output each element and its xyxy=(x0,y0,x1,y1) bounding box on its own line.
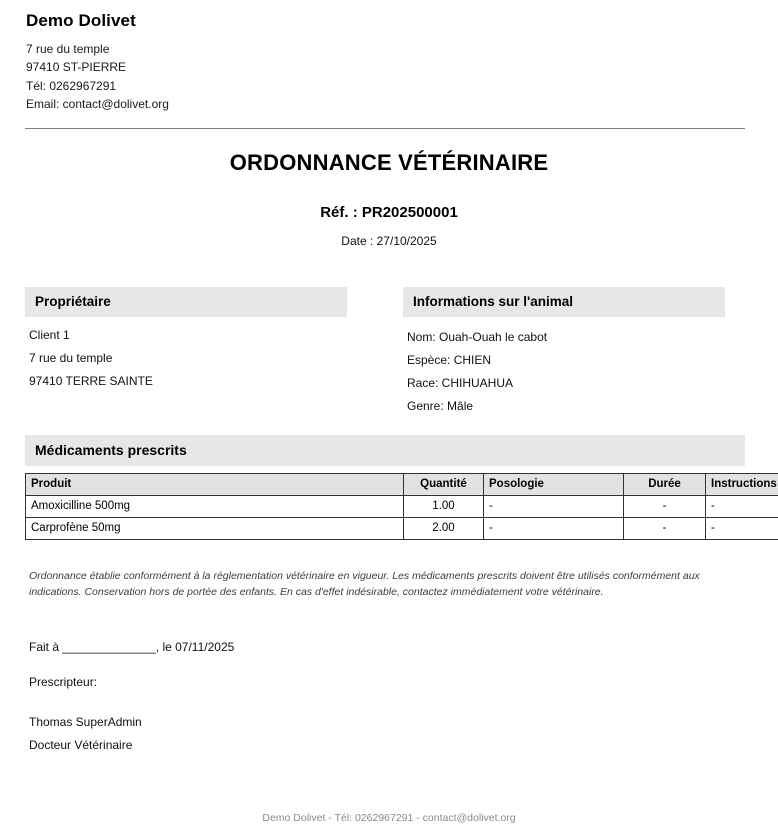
document-reference: Réf. : PR202500001 xyxy=(320,204,458,222)
owner-name: Client 1 xyxy=(29,328,70,342)
animal-panel-body xyxy=(407,326,725,418)
clinic-email: Email: contact@dolivet.org xyxy=(26,97,169,112)
clinic-name: Demo Dolivet xyxy=(26,11,136,30)
page-footer: Demo Dolivet - Tél: 0262967291 - contact@dolivet.org xyxy=(262,812,516,824)
animal-panel-heading: Informations sur l'animal xyxy=(403,287,725,317)
animal-breed: Race: CHIHUAHUA xyxy=(407,376,514,390)
animal-name: Nom: Ouah-Ouah le cabot xyxy=(407,330,548,344)
owner-address-line-2: 97410 TERRE SAINTE xyxy=(29,374,153,388)
clinic-phone: Tél: 0262967291 xyxy=(26,78,117,93)
prescriber-name: Thomas SuperAdmin xyxy=(29,715,142,729)
column-header-quantite: Quantité xyxy=(404,474,484,496)
signature-place-and-date: Fait à ______________, le 07/11/2025 xyxy=(29,640,235,654)
cell-duree: - xyxy=(624,518,706,540)
owner-address-line-1: 7 rue du temple xyxy=(29,351,113,365)
table-row xyxy=(26,496,778,518)
owner-panel-heading: Propriétaire xyxy=(25,287,347,317)
cell-instructions: - xyxy=(706,518,778,540)
document-date: Date : 27/10/2025 xyxy=(341,234,437,249)
cell-produit: Amoxicilline 500mg xyxy=(26,496,404,518)
column-header-duree: Durée xyxy=(624,474,706,496)
cell-quantite: 2.00 xyxy=(404,518,484,540)
cell-duree: - xyxy=(624,496,706,518)
medications-table xyxy=(25,473,778,540)
document-title: ORDONNANCE VÉTÉRINAIRE xyxy=(229,150,549,175)
animal-gender: Genre: Mâle xyxy=(407,399,474,413)
medications-heading: Médicaments prescrits xyxy=(25,435,745,466)
cell-posologie: - xyxy=(484,518,624,540)
column-header-instructions: Instructions xyxy=(706,474,778,496)
cell-quantite: 1.00 xyxy=(404,496,484,518)
clinic-header xyxy=(26,12,546,114)
prescriber-role: Docteur Vétérinaire xyxy=(29,738,133,752)
cell-posologie: - xyxy=(484,496,624,518)
legal-notice: Ordonnance établie conformément à la réglementation vétérinaire en vigueur. Les médicaments prescrits doivent être utilisés conformément aux indications. Conservation hors de portée des enfants. En cas d'effet indésirable, contactez immédiatement votre vétérinaire. xyxy=(29,570,700,598)
column-header-posologie: Posologie xyxy=(484,474,624,496)
table-row xyxy=(26,518,778,540)
table-header-row xyxy=(26,474,778,496)
title-block xyxy=(0,150,778,249)
clinic-address-line-1: 7 rue du temple xyxy=(26,41,110,56)
clinic-address-line-2: 97410 ST-PIERRE xyxy=(26,60,127,75)
prescriber-label: Prescripteur: xyxy=(29,675,98,689)
header-divider xyxy=(25,128,745,129)
column-header-produit: Produit xyxy=(26,474,404,496)
owner-panel-body xyxy=(29,324,347,393)
cell-produit: Carprofène 50mg xyxy=(26,518,404,540)
cell-instructions: - xyxy=(706,496,778,518)
animal-species: Espèce: CHIEN xyxy=(407,353,492,367)
